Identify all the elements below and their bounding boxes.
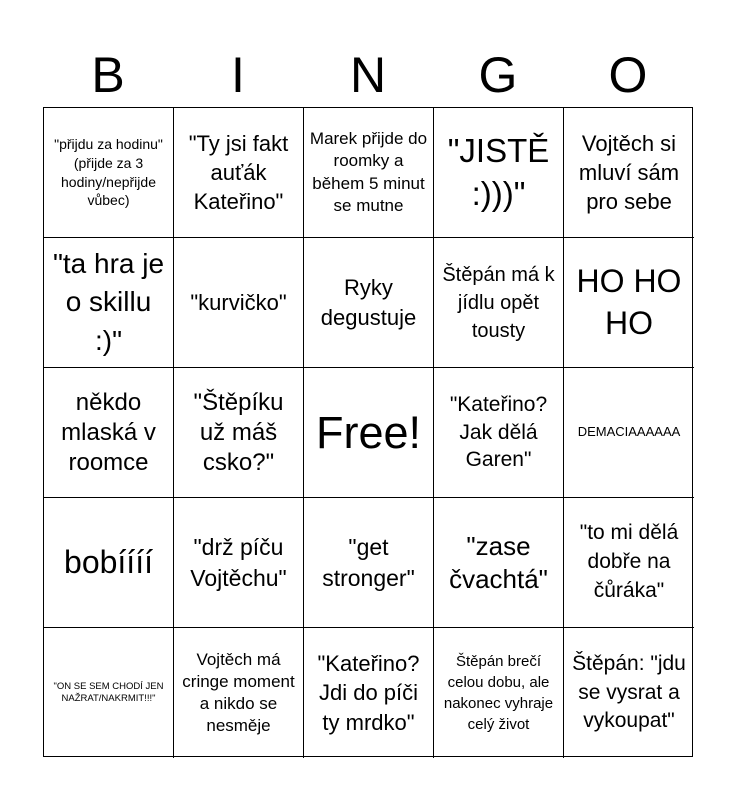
bingo-cell[interactable]: bobíííí <box>44 498 174 628</box>
bingo-cell[interactable]: "zase čvachtá" <box>434 498 564 628</box>
bingo-cell-free[interactable]: Free! <box>304 368 434 498</box>
bingo-cell[interactable]: Vojtěch si mluví sám pro sebe <box>564 108 694 238</box>
bingo-cell[interactable]: "ta hra je o skillu :)" <box>44 238 174 368</box>
bingo-cell[interactable]: "Kateřino? Jak dělá Garen" <box>434 368 564 498</box>
bingo-cell[interactable]: "kurvičko" <box>174 238 304 368</box>
bingo-cell[interactable]: "Štěpíku už máš csko?" <box>174 368 304 498</box>
bingo-cell[interactable]: HO HO HO <box>564 238 694 368</box>
bingo-cell[interactable]: "JISTĚ :)))" <box>434 108 564 238</box>
header-letter-g: G <box>478 47 518 103</box>
bingo-cell[interactable]: Štěpán: "jdu se vysrat a vykoupat" <box>572 651 686 733</box>
bingo-cell[interactable]: Vojtěch má cringe moment a nikdo se nesměje <box>174 628 304 758</box>
bingo-cell[interactable]: Marek přijde do roomky a během 5 minut se mutne <box>304 108 434 238</box>
bingo-cell[interactable]: Ryky degustuje <box>304 238 434 368</box>
bingo-cell[interactable]: "přijdu za hodinu" (přijde za 3 hodiny/nepřijde vůbec) <box>44 108 174 238</box>
bingo-cell[interactable]: "get stronger" <box>304 498 434 628</box>
header-letter-o: O <box>608 47 648 103</box>
bingo-cell[interactable]: Štěpán brečí celou dobu, ale nakonec vyhraje celý život <box>434 628 564 758</box>
header-letter-b: B <box>91 47 125 103</box>
bingo-header <box>43 42 693 108</box>
bingo-cell[interactable]: "to mi dělá dobře na čůráka" <box>564 498 694 628</box>
header-letter-n: N <box>349 47 387 103</box>
bingo-cell[interactable]: někdo mlaská v roomce <box>44 368 174 498</box>
header-letter-i: I <box>231 47 245 103</box>
bingo-cell[interactable]: "Kateřino? Jdi do píči ty mrdko" <box>304 628 434 758</box>
bingo-cell[interactable]: DEMACIAAAAAA <box>564 368 694 498</box>
bingo-cell[interactable]: "Ty jsi fakt auťák Kateřino" <box>174 108 304 238</box>
bingo-board <box>43 107 693 757</box>
bingo-cell[interactable]: "ON SE SEM CHODÍ JEN NAŽRAT/NAKRMIT!!!" <box>44 628 174 758</box>
bingo-cell[interactable]: Štěpán má k jídlu opět tousty <box>434 238 564 368</box>
bingo-cell[interactable]: "drž píču Vojtěchu" <box>174 498 304 628</box>
